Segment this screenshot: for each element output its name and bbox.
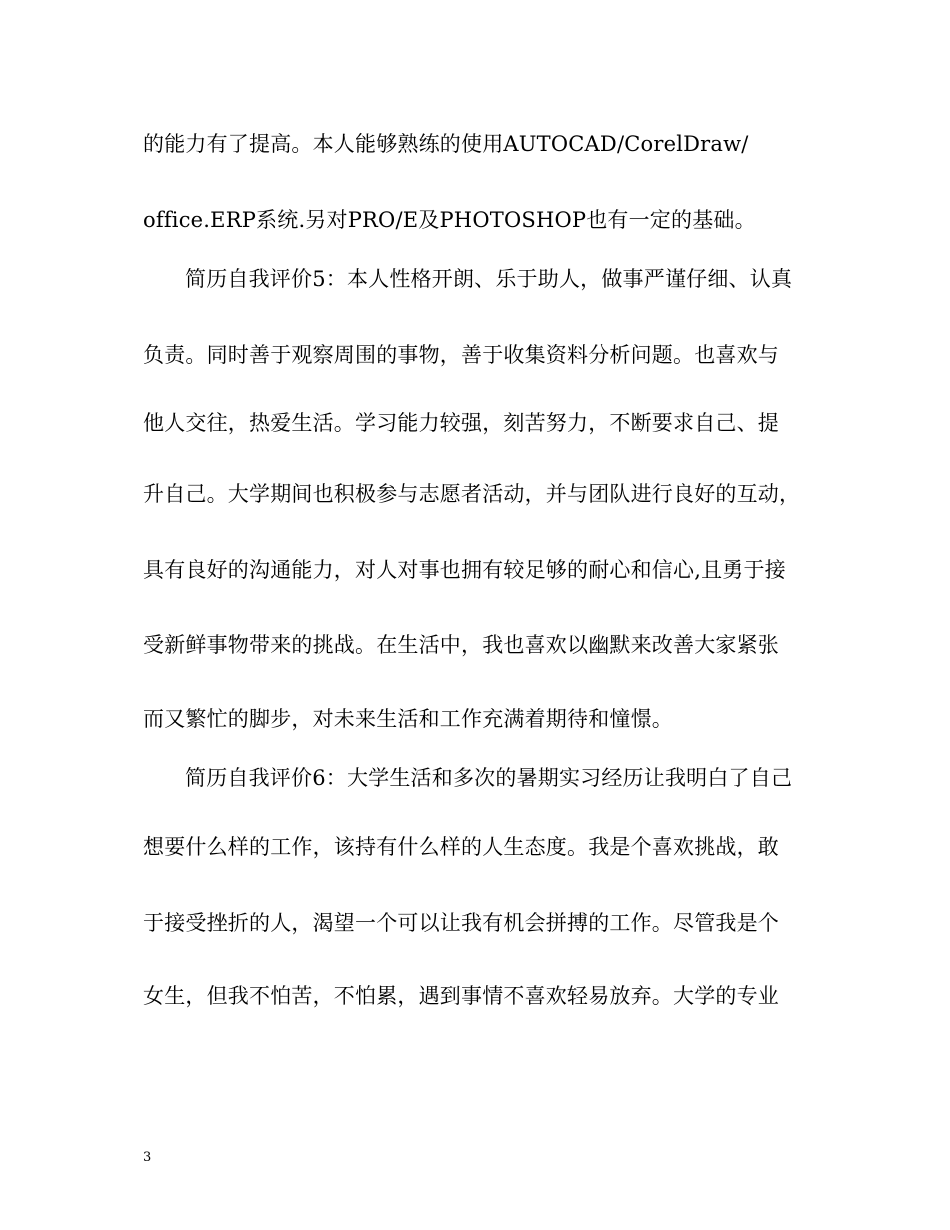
text-line: 于接受挫折的人，渴望一个可以让我有机会拼搏的工作。尽管我是个 xyxy=(143,911,779,935)
text-line: 负责。同时善于观察周围的事物，善于收集资料分析问题。也喜欢与 xyxy=(143,343,779,367)
text-line: 的能力有了提高。本人能够熟练的使用AUTOCAD/CorelDraw/ xyxy=(143,132,749,156)
text-line: office.ERP系统.另对PRO/E及PHOTOSHOP也有一定的基础。 xyxy=(143,208,756,232)
text-line: 他人交往，热爱生活。学习能力较强，刻苦努力，不断要求自己、提 xyxy=(143,411,779,435)
text-line: 受新鲜事物带来的挑战。在生活中，我也喜欢以幽默来改善大家紧张 xyxy=(143,633,779,657)
paragraph-heading-line: 简历自我评价6：大学生活和多次的暑期实习经历让我明白了自己 xyxy=(185,766,793,790)
page-number: 3 xyxy=(143,1150,152,1165)
text-line: 而又繁忙的脚步，对未来生活和工作充满着期待和憧憬。 xyxy=(143,707,673,731)
text-line: 具有良好的沟通能力，对人对事也拥有较足够的耐心和信心,且勇于接 xyxy=(143,558,786,582)
text-line: 女生，但我不怕苦，不怕累，遇到事情不喜欢轻易放弃。大学的专业 xyxy=(143,984,779,1008)
text-line: 想要什么样的工作，该持有什么样的人生态度。我是个喜欢挑战，敢 xyxy=(143,835,779,859)
paragraph-heading-line: 简历自我评价5：本人性格开朗、乐于助人，做事严谨仔细、认真 xyxy=(185,267,793,291)
text-line: 升自己。大学期间也积极参与志愿者活动，并与团队进行良好的互动， xyxy=(143,482,801,506)
